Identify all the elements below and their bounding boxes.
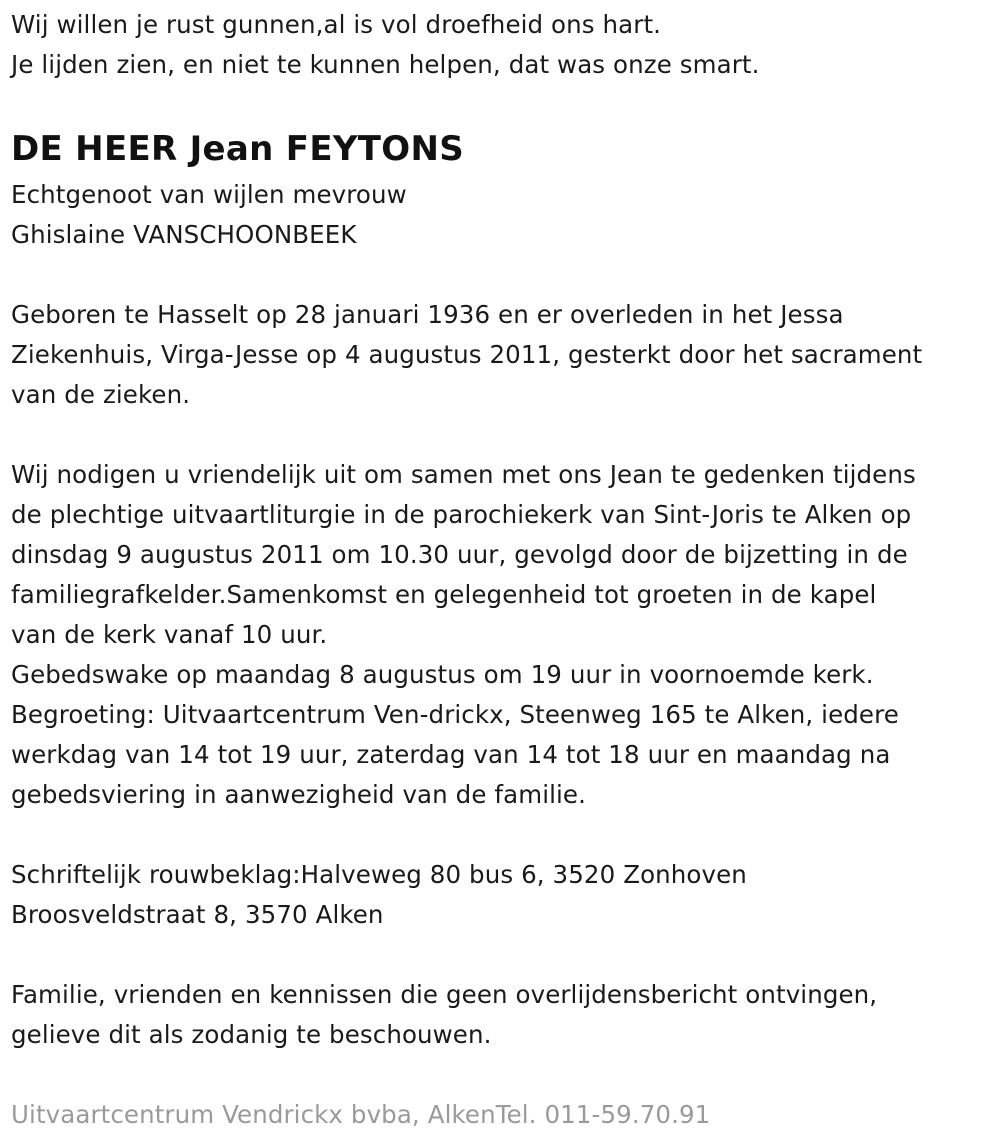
funeral-home-footer: Uitvaartcentrum Vendrickx bvba, AlkenTel. 011-59.70.91 [11,1100,711,1129]
ceremony-line: van de kerk vanaf 10 uur. [11,620,328,649]
ceremony-line: werkdag van 14 tot 19 uur, zaterdag van 14 tot 18 uur en maandag na [11,740,891,769]
condolences-line: Broosveldstraat 8, 3570 Alken [11,900,384,929]
ceremony-line: dinsdag 9 augustus 2011 om 10.30 uur, gevolgd door de bijzetting in de [11,540,908,569]
poem-line: Wij willen je rust gunnen,al is vol droefheid ons hart. [11,10,662,39]
notice-line: gelieve dit als zodanig te beschouwen. [11,1020,492,1049]
spouse-info [11,175,991,255]
ceremony-line: Begroeting: Uitvaartcentrum Ven-drickx, Steenweg 165 te Alken, iedere [11,700,899,729]
ceremony-line: familiegrafkelder.Samenkomst en gelegenheid tot groeten in de kapel [11,580,877,609]
notice-paragraph [11,975,991,1055]
poem [11,5,991,85]
condolences-address [11,855,991,935]
poem-line: Je lijden zien, en niet te kunnen helpen, dat was onze smart. [11,50,760,79]
notice-line: Familie, vrienden en kennissen die geen overlijdensbericht ontvingen, [11,980,878,1009]
ceremony-line: Wij nodigen u vriendelijk uit om samen met ons Jean te gedenken tijdens [11,460,916,489]
ceremony-line: gebedsviering in aanwezigheid van de familie. [11,780,586,809]
ceremony-line: Gebedswake op maandag 8 augustus om 19 uur in voornoemde kerk. [11,660,874,689]
spouse-line: Echtgenoot van wijlen mevrouw [11,180,407,209]
ceremony-paragraph [11,455,991,815]
birth-death-paragraph [11,295,991,415]
spouse-line: Ghislaine VANSCHOONBEEK [11,220,357,249]
condolences-line: Schriftelijk rouwbeklag:Halveweg 80 bus 6, 3520 Zonhoven [11,860,747,889]
ceremony-line: de plechtige uitvaartliturgie in de parochiekerk van Sint-Joris te Alken op [11,500,912,529]
birth-death-line: Ziekenhuis, Virga-Jesse op 4 augustus 2011, gesterkt door het sacrament [11,340,923,369]
deceased-name: DE HEER Jean FEYTONS [11,129,465,169]
obituary-document [11,5,991,1135]
birth-death-line: Geboren te Hasselt op 28 januari 1936 en er overleden in het Jessa [11,300,844,329]
birth-death-line: van de zieken. [11,380,191,409]
